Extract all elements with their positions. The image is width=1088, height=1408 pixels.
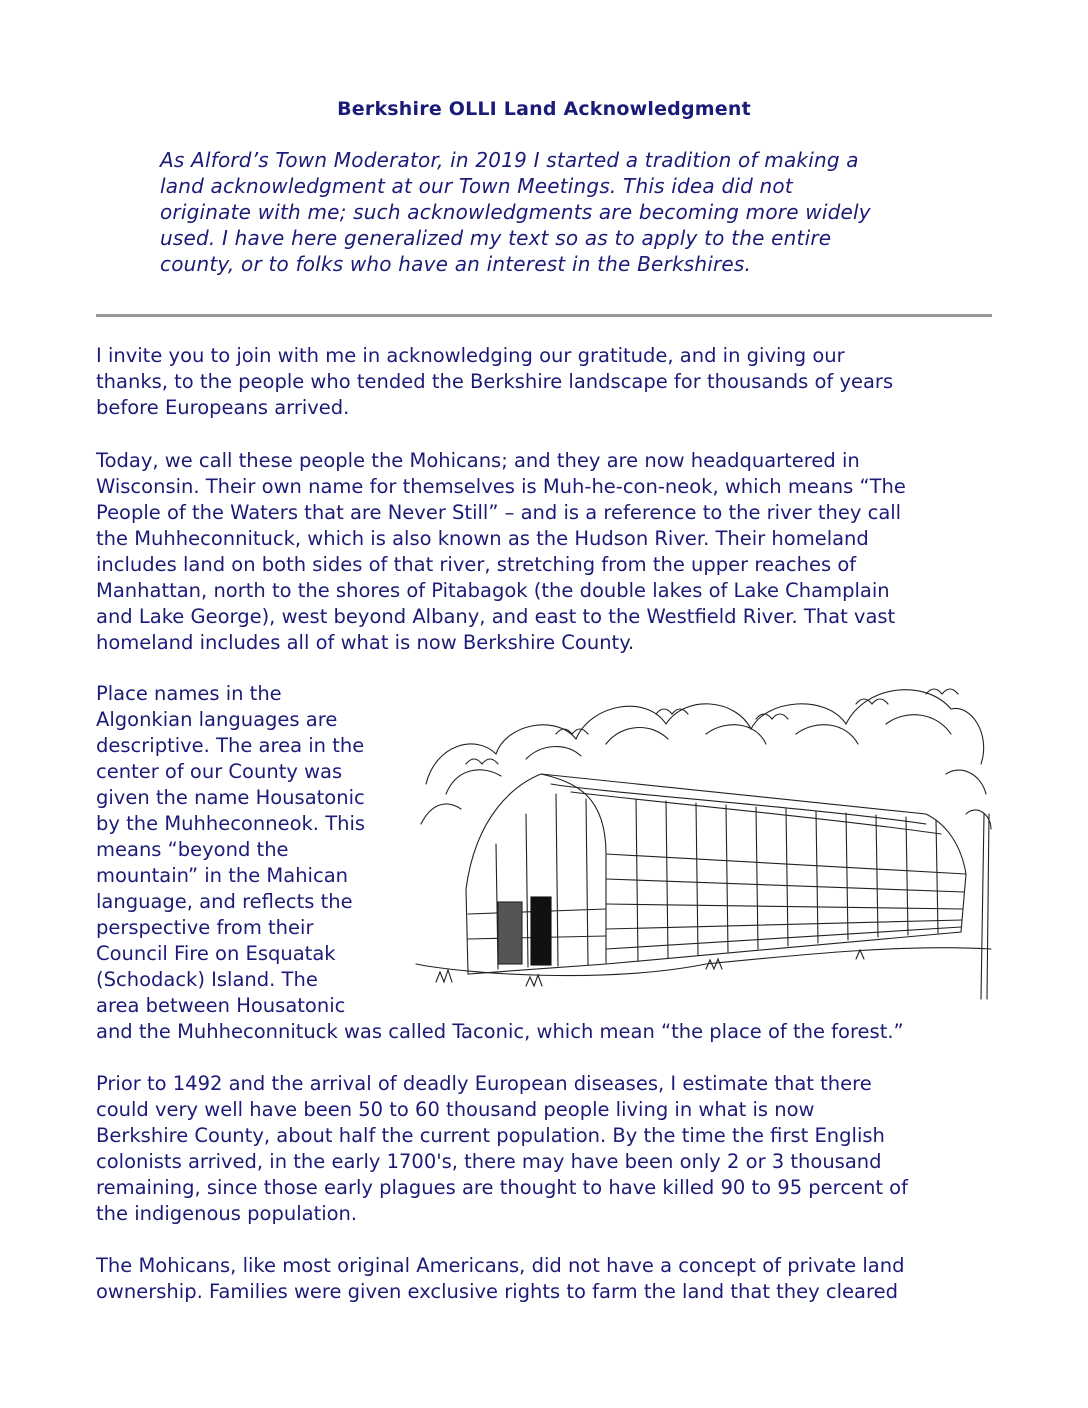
paragraph-population: Prior to 1492 and the arrival of deadly European diseases, I estimate that there could very well have been 50 to 60 thousand people living in what is now Berkshire County, about half the current population. By the time the first English colonists arrived, in the early 1700's, there may have been only 2 or 3 thousand remaining, since those early plagues are thought to have killed 90 to 95 percent of the indigenous population. — [96, 1072, 908, 1225]
longhouse-sketch-icon — [406, 664, 996, 1004]
paragraph-gratitude: I invite you to join with me in acknowledging our gratitude, and in giving our thanks, to the people who tended the Berkshire landscape for thousands of years before Europeans arrived. — [96, 344, 894, 419]
paragraph-place-names: Place names in the Algonkian languages are descriptive. The area in the center of our County was given the name Housatonic by the Muhheconneok. This means “beyond the mountain” in the Mahican language, and reflects the perspective from their Council Fire on Esquatak (Schodack) Island. The area between Housatonic — [96, 682, 366, 1017]
paragraph-land-ownership: The Mohicans, like most original Americans, did not have a concept of private land ownership. Families were given exclusive rights to farm the land that they cleared — [96, 1254, 905, 1303]
document-title: Berkshire OLLI Land Acknowledgment — [337, 98, 751, 120]
section-divider — [96, 314, 992, 317]
intro-note: As Alford’s Town Moderator, in 2019 I started a tradition of making a land acknowledgment at our Town Meetings. This idea did not originate with me; such acknowledgments are becoming more widely used. I have here generalized my text so as to apply to the entire county, or to folks who have an interest in the Berkshires. — [160, 148, 871, 276]
paragraph-mohicans: Today, we call these people the Mohicans; and they are now headquartered in Wisconsin. Their own name for themselves is Muh-he-con-neok, which means “The People of the Waters that are Never Still” – and is a reference to the river they call the Muhheconnituck, which is also known as the Hudson River. Their homeland includes land on both sides of that river, stretching from the upper reaches of Manhattan, north to the shores of Pitabagok (the double lakes of Lake Champlain and Lake George), west beyond Albany, and east to the Westfield River. That vast homeland includes all of what is now Berkshire County. — [96, 449, 906, 654]
paragraph-taconic: and the Muhheconnituck was called Taconic, which mean “the place of the forest.” — [96, 1020, 904, 1043]
